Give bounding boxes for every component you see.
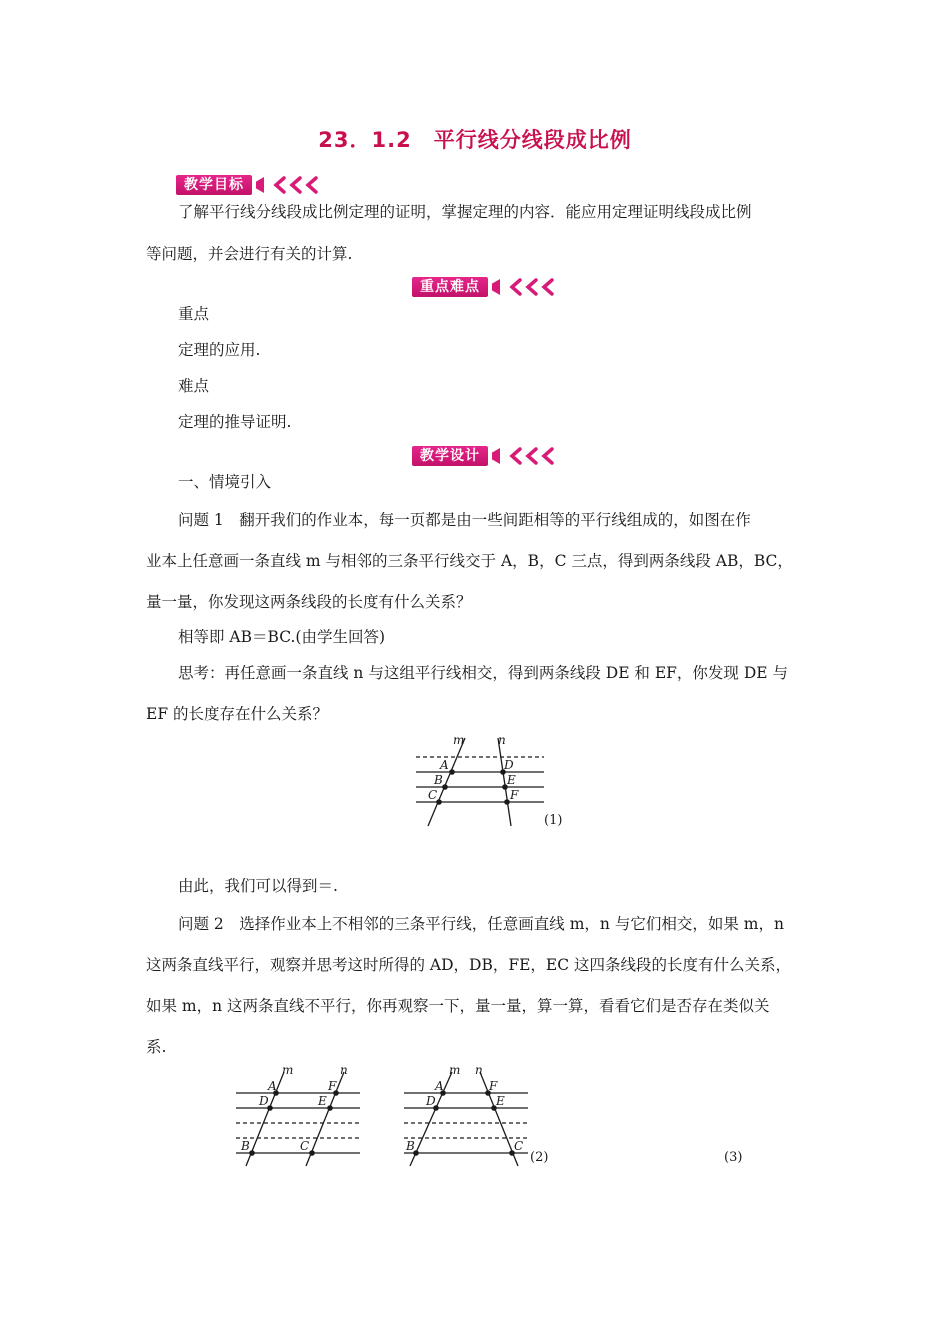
think-line1: 思考：再任意画一条直线 n 与这组平行线相交，得到两条线段 DE 和 EF，你发现 DE 与 [178,664,789,682]
figure-2-caption: (2) [530,1150,549,1165]
label-B: B [434,773,443,787]
label-E: E [507,773,516,787]
think-line2: EF 的长度存在什么关系？ [146,705,328,723]
question1-line1: 问题 1 翻开我们的作业本，每一页都是由一些间距相等的平行线组成的，如图在作 [178,511,751,529]
label-A: A [268,1079,277,1093]
label-B: B [241,1139,250,1153]
key-heading: 重点 [178,305,210,323]
question2-line3: 如果 m，n 这两条直线不平行，你再观察一下，量一量，算一算，看看它们是否存在类似关 [146,997,770,1015]
label-F: F [510,788,519,802]
intro-heading: 一、情境引入 [178,473,272,491]
chevrons-icon [256,174,328,196]
label-C: C [300,1139,310,1153]
key-text: 定理的应用. [178,341,261,359]
question2-line4: 系. [146,1038,167,1056]
label-E: E [496,1094,505,1108]
question1-line3: 量一量，你发现这两条线段的长度有什么关系？ [146,593,472,611]
figure-1-caption: (1) [544,813,563,828]
question2-line2: 这两条直线平行，观察并思考这时所得的 AD，DB，FE，EC 这四条线段的长度有什么关系， [146,956,792,974]
figure-2 [232,1060,367,1170]
section-banner-goals [176,173,328,197]
label-C: C [428,788,438,802]
label-m: m [449,1063,461,1077]
label-F: F [328,1079,337,1093]
page-title: 23．1.2 平行线分线段成比例 [318,128,632,152]
figure-3 [400,1060,535,1170]
label-E: E [318,1094,327,1108]
banner-label: 重点难点 [412,277,488,297]
chevrons-icon [492,276,564,298]
label-F: F [489,1079,498,1093]
banner-label: 教学目标 [176,175,252,195]
label-m: m [282,1063,294,1077]
chevrons-icon [492,445,564,467]
label-m: m [453,733,465,747]
hard-heading: 难点 [178,377,210,395]
goal-text-1: 了解平行线分线段成比例定理的证明，掌握定理的内容．能应用定理证明线段成比例 [178,203,752,221]
figure-3-caption: (3) [724,1150,743,1165]
label-D: D [259,1094,269,1108]
section-banner-keypoints [412,275,564,299]
label-n: n [498,733,506,747]
label-C: C [514,1139,524,1153]
goal-text-2: 等问题，并会进行有关的计算. [146,245,353,263]
conclusion: 由此，我们可以得到＝. [178,877,338,895]
banner-label: 教学设计 [412,446,488,466]
question2-line1: 问题 2 选择作业本上不相邻的三条平行线，任意画直线 m，n 与它们相交，如果 m，n [178,915,784,933]
figure-1 [410,730,550,830]
label-B: B [406,1139,415,1153]
label-A: A [435,1079,444,1093]
label-A: A [440,758,449,772]
section-banner-design [412,444,564,468]
label-D: D [426,1094,436,1108]
answer1: 相等即 AB＝BC.(由学生回答) [178,628,386,646]
hard-text: 定理的推导证明. [178,413,292,431]
label-D: D [504,758,514,772]
label-n: n [475,1063,483,1077]
label-n: n [340,1063,348,1077]
question1-line2: 业本上任意画一条直线 m 与相邻的三条平行线交于 A，B，C 三点，得到两条线段 AB，BC， [146,552,793,570]
